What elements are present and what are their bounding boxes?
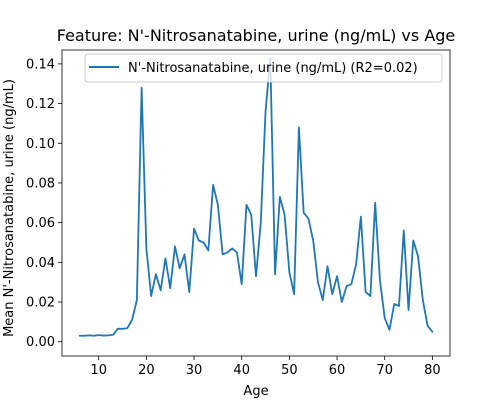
legend-label: N'-Nitrosanatabine, urine (ng/mL) (R2=0.02) (128, 61, 418, 76)
y-tick-label: 0.10 (26, 136, 55, 152)
y-tick-label: 0.00 (26, 335, 55, 351)
plot-area-border (62, 50, 450, 356)
series-line-0 (80, 58, 433, 336)
y-axis (26, 57, 62, 350)
x-tick-label: 80 (424, 363, 441, 378)
x-tick-label: 60 (328, 363, 346, 378)
x-tick-label: 70 (376, 363, 393, 378)
y-tick-label: 0.06 (26, 216, 55, 232)
x-tick-label: 30 (185, 363, 203, 378)
plot-frame (62, 50, 450, 356)
x-axis (90, 356, 440, 378)
y-tick-label: 0.08 (26, 176, 55, 192)
series-layer (80, 58, 433, 336)
x-tick-label: 40 (233, 363, 250, 378)
x-tick-label: 10 (90, 363, 107, 378)
x-axis-title: Age (243, 384, 269, 399)
chart-title: Feature: N'-Nitrosanatabine, urine (ng/mL) vs Age (56, 26, 456, 45)
x-tick-label: 50 (281, 363, 298, 378)
y-tick-label: 0.12 (26, 97, 55, 113)
y-tick-label: 0.02 (26, 295, 55, 311)
x-tick-label: 20 (138, 363, 155, 378)
y-axis-title: Mean N'-Nitrosanatabine, urine (ng/mL) (2, 79, 17, 337)
legend (85, 54, 442, 82)
y-tick-label: 0.14 (26, 57, 55, 73)
y-tick-label: 0.04 (26, 255, 55, 271)
